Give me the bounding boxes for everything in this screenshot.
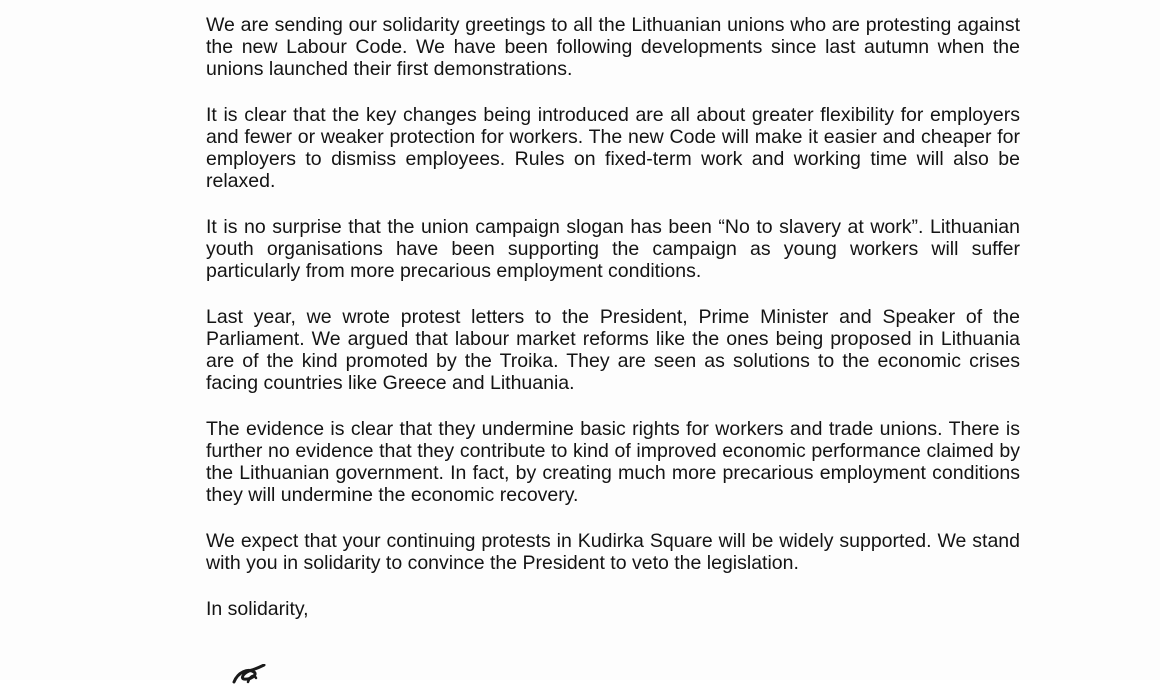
- paragraph-campaign-slogan: It is no surprise that the union campaign slogan has been “No to slavery at work”. Lithuanian youth organisations have been supporting the campaign as young workers will suffer particularly from more precarious employment conditions.: [206, 216, 1020, 282]
- paragraph-greetings: We are sending our solidarity greetings to all the Lithuanian unions who are protesting against the new Labour Code. We have been following developments since last autumn when the unions launched their first demonstrations.: [206, 14, 1020, 80]
- signature-mark: [228, 664, 288, 684]
- closing-line: In solidarity,: [206, 598, 309, 620]
- letter-body: [206, 14, 1020, 620]
- paragraph-evidence: The evidence is clear that they undermine basic rights for workers and trade unions. There is further no evidence that they contribute to kind of improved economic performance claimed by the Lithuanian government. In fact, by creating much more precarious employment conditions they will undermine the economic recovery.: [206, 418, 1020, 506]
- paragraph-expectation: We expect that your continuing protests in Kudirka Square will be widely supported. We stand with you in solidarity to convince the President to veto the legislation.: [206, 530, 1020, 574]
- paragraph-protest-letters: Last year, we wrote protest letters to the President, Prime Minister and Speaker of the Parliament. We argued that labour market reforms like the ones being proposed in Lithuania are of the kind promoted by the Troika. They are seen as solutions to the economic crises facing countries like Greece and Lithuania.: [206, 306, 1020, 394]
- paragraph-key-changes: It is clear that the key changes being introduced are all about greater flexibility for employers and fewer or weaker protection for workers. The new Code will make it easier and cheaper for employers to dismiss employees. Rules on fixed-term work and working time will also be relaxed.: [206, 104, 1020, 192]
